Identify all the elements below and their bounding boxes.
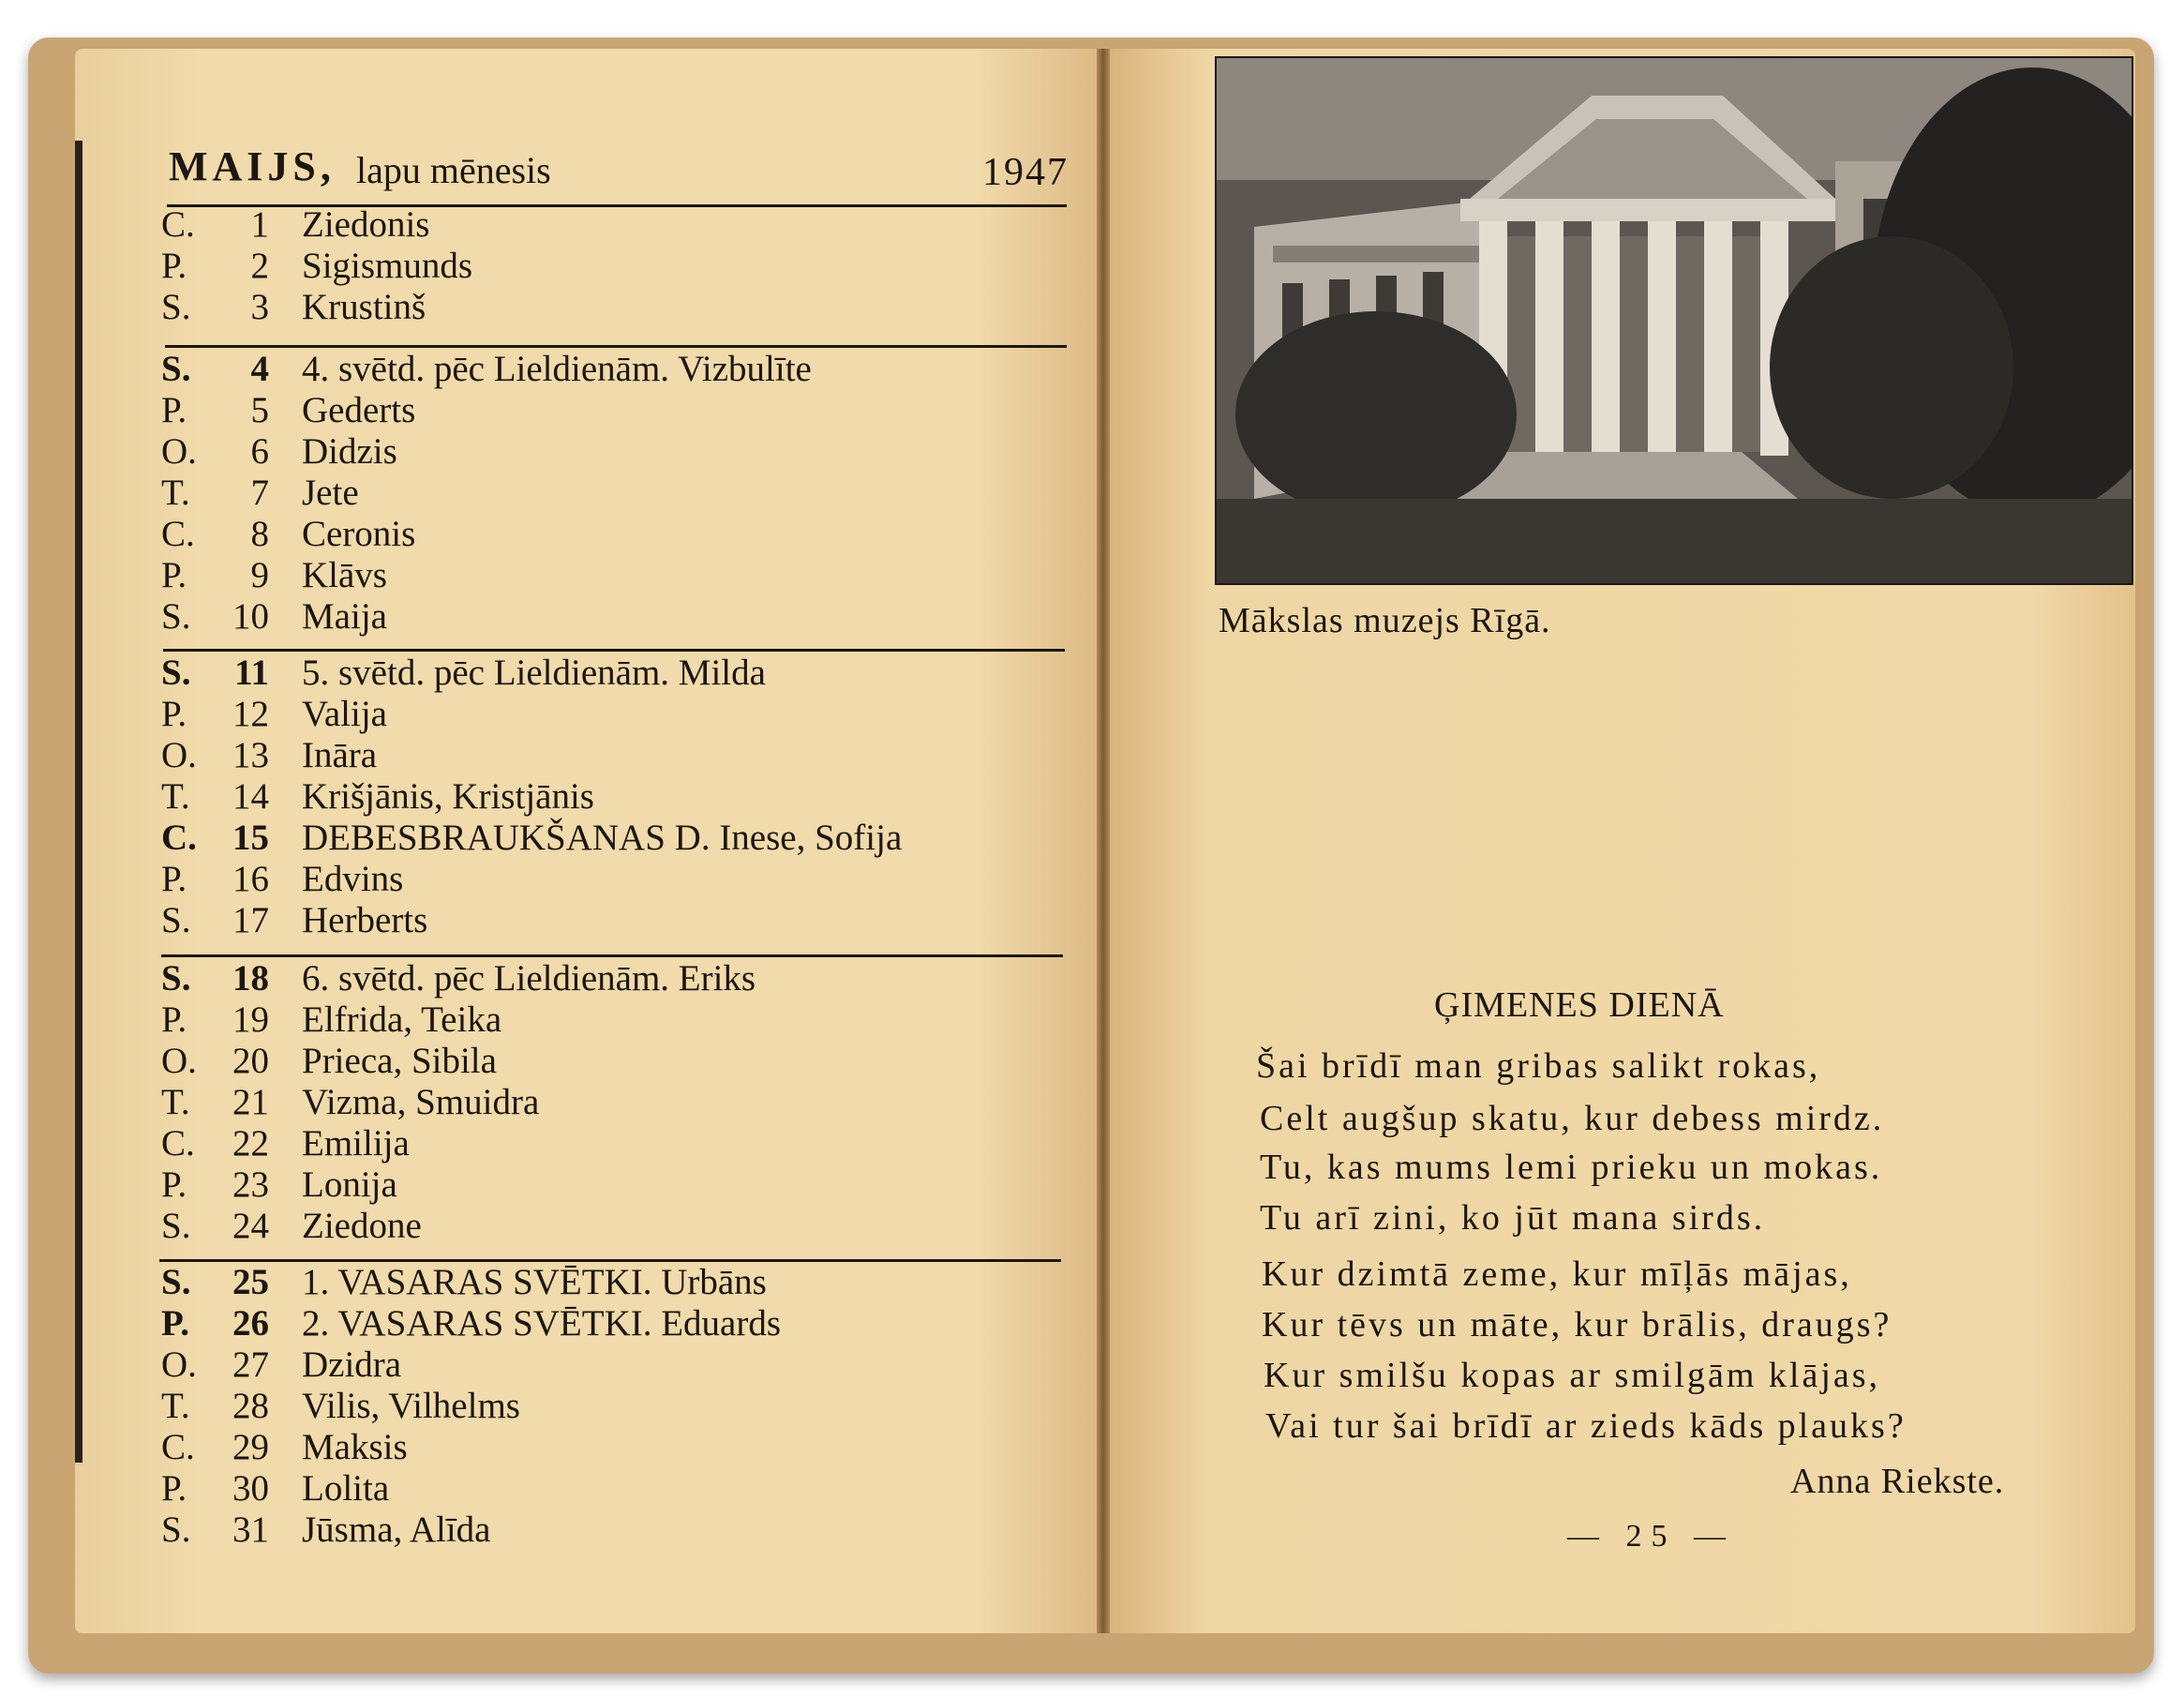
poem-line: Tu, kas mums lemi prieku un mokas.: [1260, 1148, 1883, 1187]
calendar-day-row: T. 28 Vilis, Vilhelms: [161, 1386, 520, 1426]
calendar-day-row: T. 7 Jete: [161, 473, 359, 513]
poem-line: Tu arī zini, ko jūt mana sirds.: [1260, 1198, 1766, 1238]
calendar-day-row: P. 12 Valija: [161, 694, 387, 734]
poem-author: Anna Riekste.: [1790, 1462, 2005, 1501]
poem-line: Šai brīdī man gribas salikt rokas,: [1256, 1046, 1821, 1086]
book-spine: [1097, 49, 1110, 1633]
calendar-day-row: O. 20 Prieca, Sibila: [161, 1041, 497, 1081]
calendar-holiday-row: S. 25 1. VASARAS SVĒTKI. Urbāns: [161, 1262, 767, 1302]
page-edge-bar: [75, 141, 82, 1463]
calendar-day-row: O. 27 Dzidra: [161, 1344, 402, 1385]
calendar-holiday-row: P. 26 2. VASARAS SVĒTKI. Eduards: [161, 1303, 782, 1344]
calendar-sunday-row: S. 4 4. svētd. pēc Lieldienām. Vizbulīte: [161, 349, 812, 389]
museum-photo: [1215, 56, 2133, 585]
calendar-day-row: S. 3 Krustinš: [161, 287, 426, 327]
calendar-day-row: S. 31 Jūsma, Alīda: [161, 1509, 491, 1550]
poem-title: ĢIMENES DIENĀ: [1434, 985, 1725, 1025]
poem-line: Kur dzimtā zeme, kur mīļās mājas,: [1262, 1254, 1852, 1294]
calendar-day-row: P. 30 Lolita: [161, 1468, 390, 1509]
photo-caption: Mākslas muzejs Rīgā.: [1219, 601, 1551, 640]
calendar-day-row: P. 19 Elfrida, Teika: [161, 999, 502, 1040]
calendar-day-row: P. 5 Gederts: [161, 390, 416, 430]
calendar-day-row: P. 23 Lonija: [161, 1164, 397, 1205]
calendar-day-row: S. 17 Herberts: [161, 900, 428, 940]
calendar-day-row: C. 1 Ziedonis: [161, 204, 430, 245]
calendar-sunday-row: S. 18 6. svētd. pēc Lieldienām. Eriks: [161, 958, 756, 999]
calendar-day-row: C. 29 Maksis: [161, 1427, 408, 1467]
poem-line: Kur tēvs un māte, kur brālis, draugs?: [1262, 1305, 1892, 1344]
calendar-year: 1947: [982, 151, 1069, 194]
calendar-month-subtitle: lapu mēnesis: [356, 149, 551, 191]
calendar-header: [169, 143, 1069, 195]
week-rule: [165, 345, 1067, 348]
calendar-holiday-row: C. 15 DEBESBRAUKŠANAS D. Inese, Sofija: [161, 818, 903, 858]
calendar-sunday-row: S. 11 5. svētd. pēc Lieldienām. Milda: [161, 653, 766, 693]
calendar-day-row: T. 21 Vizma, Smuidra: [161, 1082, 540, 1122]
poem-line: Celt augšup skatu, kur debess mirdz.: [1260, 1099, 1885, 1138]
calendar-day-row: O. 6 Didzis: [161, 431, 397, 472]
poem-line: Vai tur šai brīdī ar zieds kāds plauks?: [1265, 1406, 1907, 1446]
calendar-day-row: P. 9 Klāvs: [161, 555, 387, 595]
calendar-month-title: MAIJS,: [169, 143, 336, 189]
calendar-day-row: C. 8 Ceronis: [161, 514, 416, 554]
calendar-day-row: P. 2 Sigismunds: [161, 246, 473, 286]
calendar-day-row: T. 14 Krišjānis, Kristjānis: [161, 776, 594, 817]
calendar-day-row: S. 10 Maija: [161, 596, 387, 637]
calendar-day-row: P. 16 Edvins: [161, 859, 404, 899]
poem-line: Kur smilšu kopas ar smilgām klājas,: [1264, 1356, 1881, 1395]
calendar-day-row: S. 24 Ziedone: [161, 1206, 422, 1246]
week-rule: [163, 649, 1065, 652]
page-number: — 25 —: [1567, 1519, 1735, 1554]
week-rule: [161, 954, 1063, 957]
calendar-day-row: C. 22 Emilija: [161, 1123, 410, 1164]
calendar-day-row: O. 13 Ināra: [161, 735, 378, 775]
